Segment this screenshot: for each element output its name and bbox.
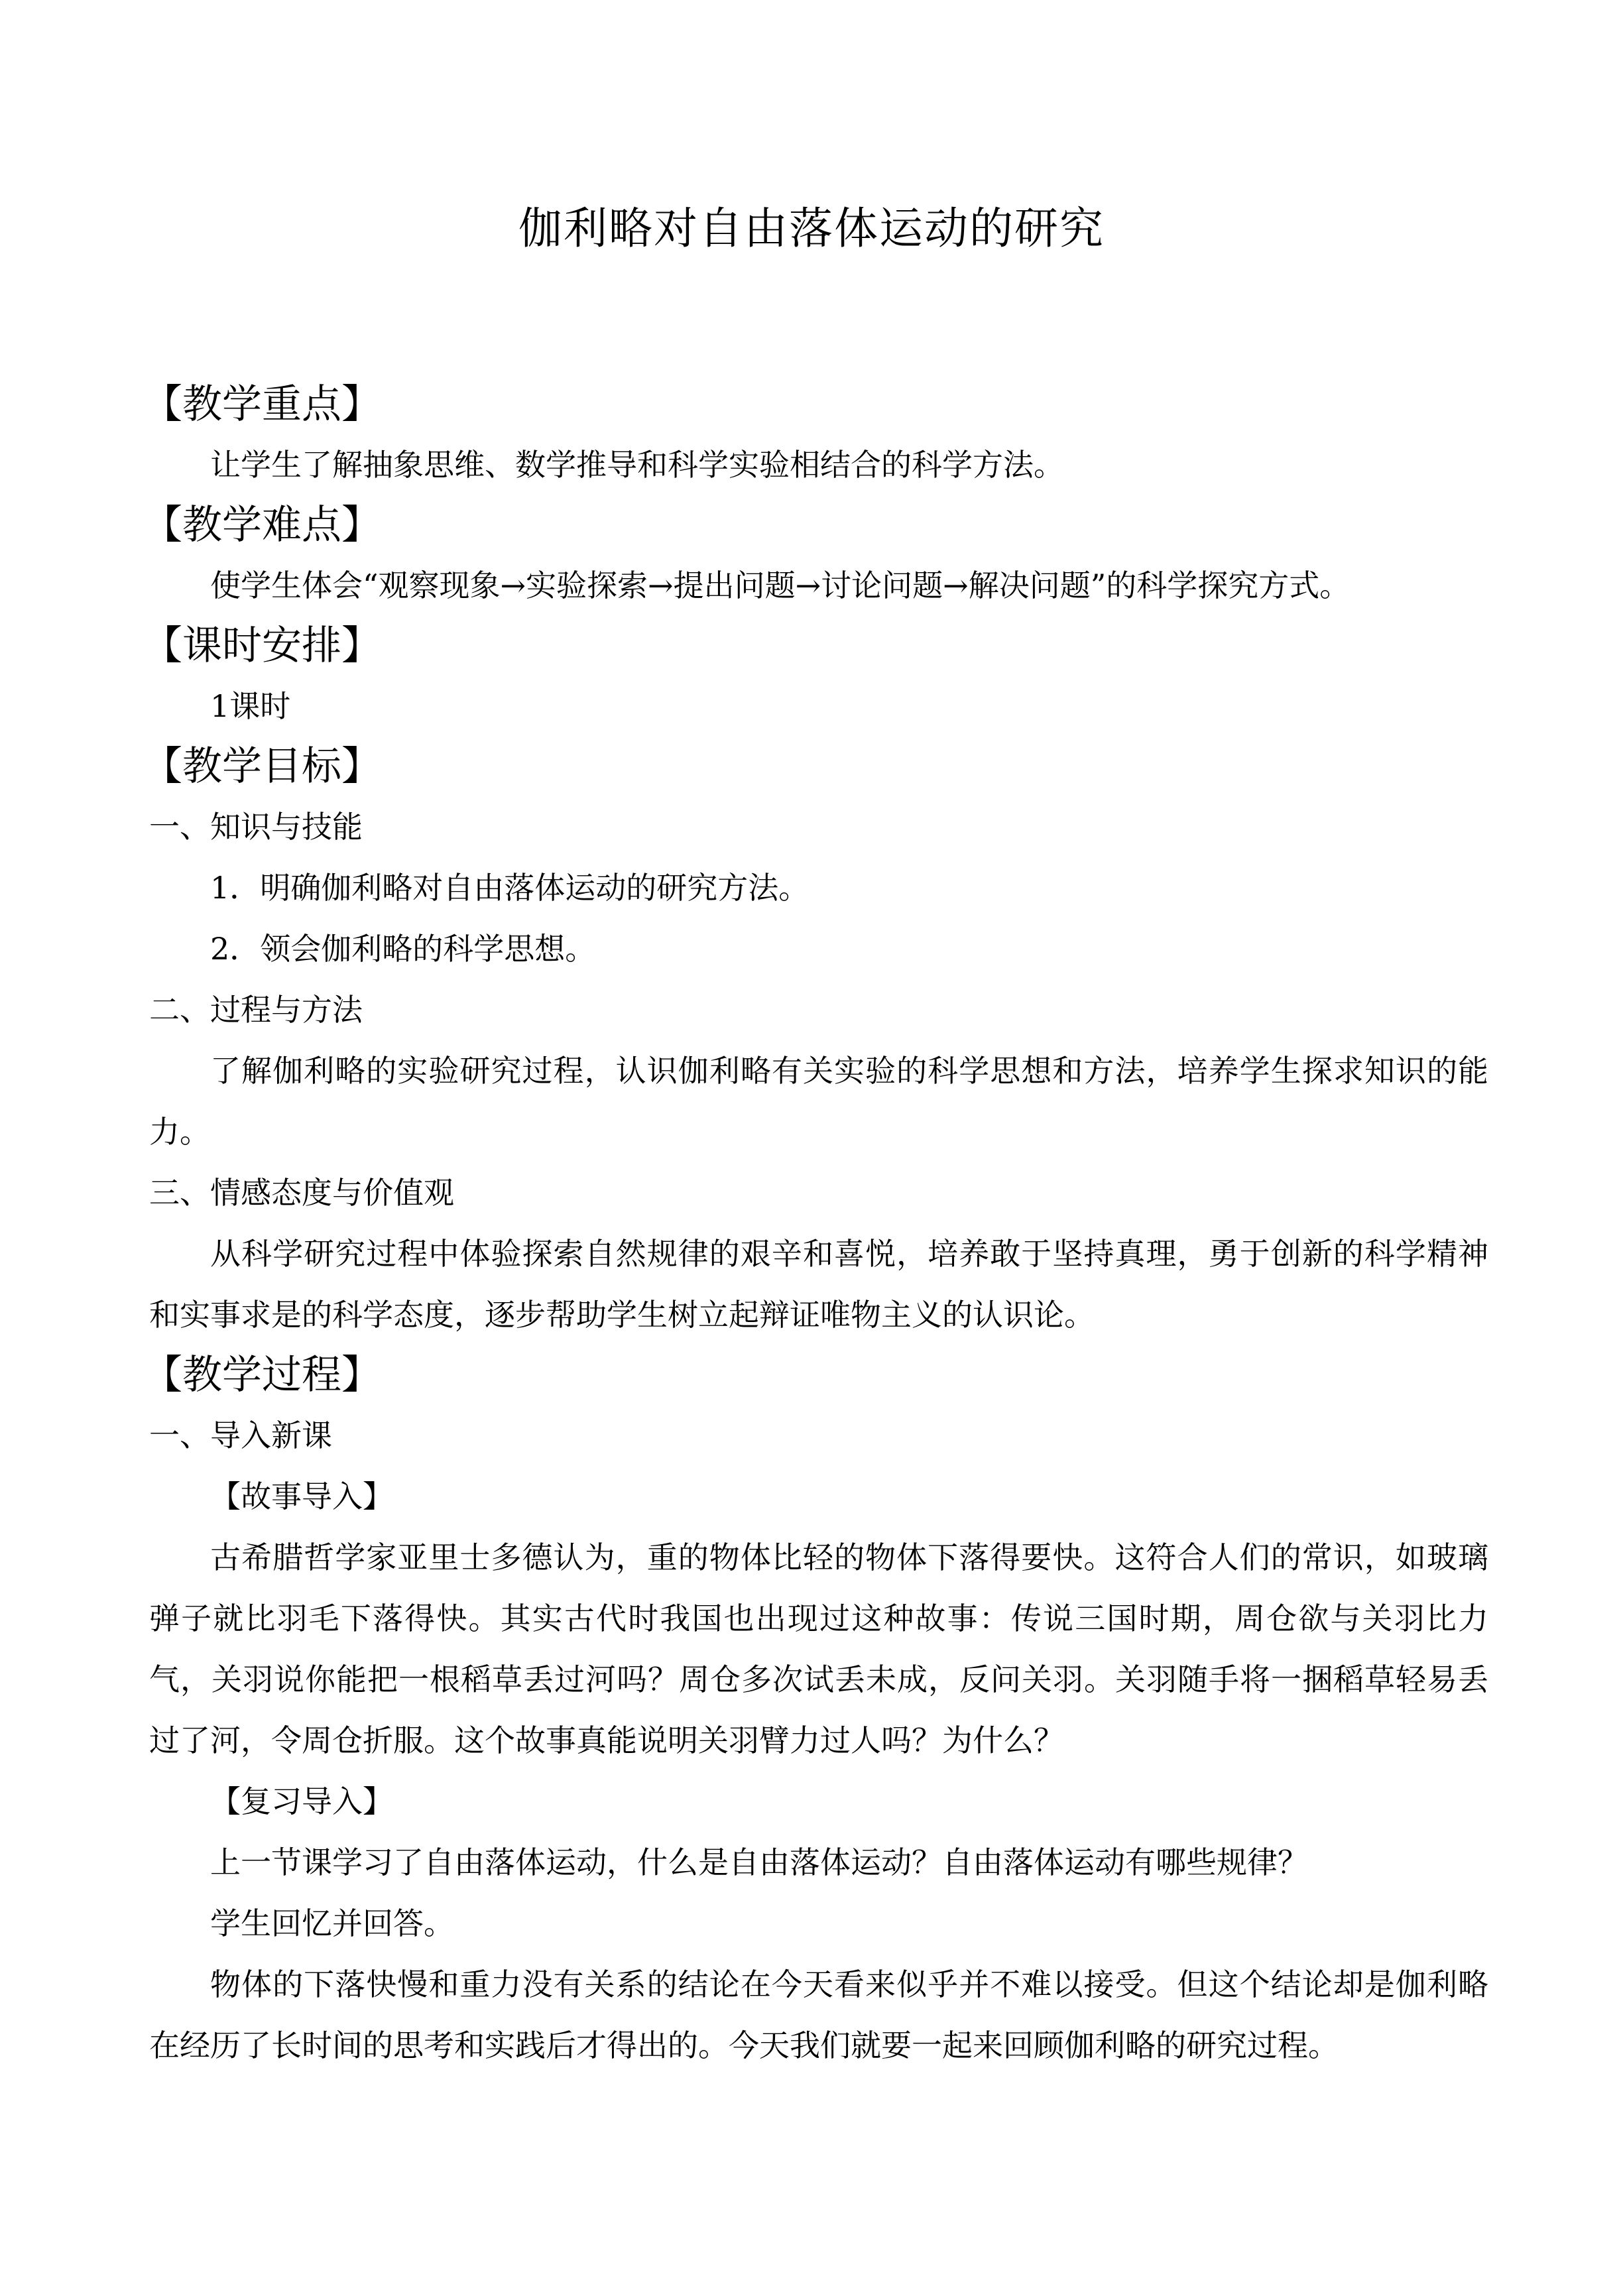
process-intro-title: 一、导入新课 — [149, 1418, 332, 1453]
heading-difficulty: 【教学难点】 — [143, 502, 381, 548]
heading-focus: 【教学重点】 — [143, 381, 381, 428]
document-body — [143, 375, 1488, 2076]
difficulty-text: 使学生体会“观察现象→实验探索→提出问题→讨论问题→解决问题”的科学探究方式。 — [210, 568, 1351, 603]
heading-process: 【教学过程】 — [143, 1352, 381, 1398]
goal-process-text: 了解伽利略的实验研究过程，认识伽利略有关实验的科学思想和方法，培养学生探求知识的能力。 — [149, 1053, 1488, 1150]
document-title: 伽利略对自由落体运动的研究 — [518, 203, 1105, 254]
focus-text: 让学生了解抽象思维、数学推导和科学实验相结合的科学方法。 — [210, 447, 1064, 483]
story-label: 【故事导入】 — [210, 1479, 393, 1514]
heading-schedule: 【课时安排】 — [143, 623, 381, 669]
goal-knowledge-title: 一、知识与技能 — [149, 809, 363, 845]
heading-goals: 【教学目标】 — [143, 743, 381, 790]
closing-text: 物体的下落快慢和重力没有关系的结论在今天看来似乎并不难以接受。但这个结论却是伽利略在经历了长时间的思考和实践后才得出的。今天我们就要一起来回顾伽利略的研究过程。 — [149, 1966, 1488, 2063]
goal-attitude-text: 从科学研究过程中体验探索自然规律的艰辛和喜悦，培养敢于坚持真理，勇于创新的科学精神和实事求是的科学态度，逐步帮助学生树立起辩证唯物主义的认识论。 — [149, 1236, 1488, 1333]
schedule-text: 1课时 — [210, 688, 291, 724]
review-label: 【复习导入】 — [210, 1783, 393, 1819]
goal-knowledge-item-2: 2．领会伽利略的科学思想。 — [210, 931, 596, 967]
review-text: 上一节课学习了自由落体运动，什么是自由落体运动？自由落体运动有哪些规律？ — [210, 1844, 1308, 1880]
goal-attitude-title: 三、情感态度与价值观 — [149, 1175, 454, 1211]
story-text: 古希腊哲学家亚里士多德认为，重的物体比轻的物体下落得要快。这符合人们的常识，如玻璃弹子就比羽毛下落得快。其实古代时我国也出现过这种故事：传说三国时期，周仓欲与关羽比力气，关羽说你能把一根稻草丢过河吗？周仓多次试丢未成，反问关羽。关羽随手将一捆稻草轻易丢过了河，令周仓折服。这个故事真能说明关羽臂力过人吗？为什么？ — [149, 1540, 1488, 1758]
goal-knowledge-item-1: 1．明确伽利略对自由落体运动的研究方法。 — [210, 870, 810, 906]
answer-text: 学生回忆并回答。 — [210, 1905, 454, 1941]
goal-process-title: 二、过程与方法 — [149, 992, 363, 1028]
